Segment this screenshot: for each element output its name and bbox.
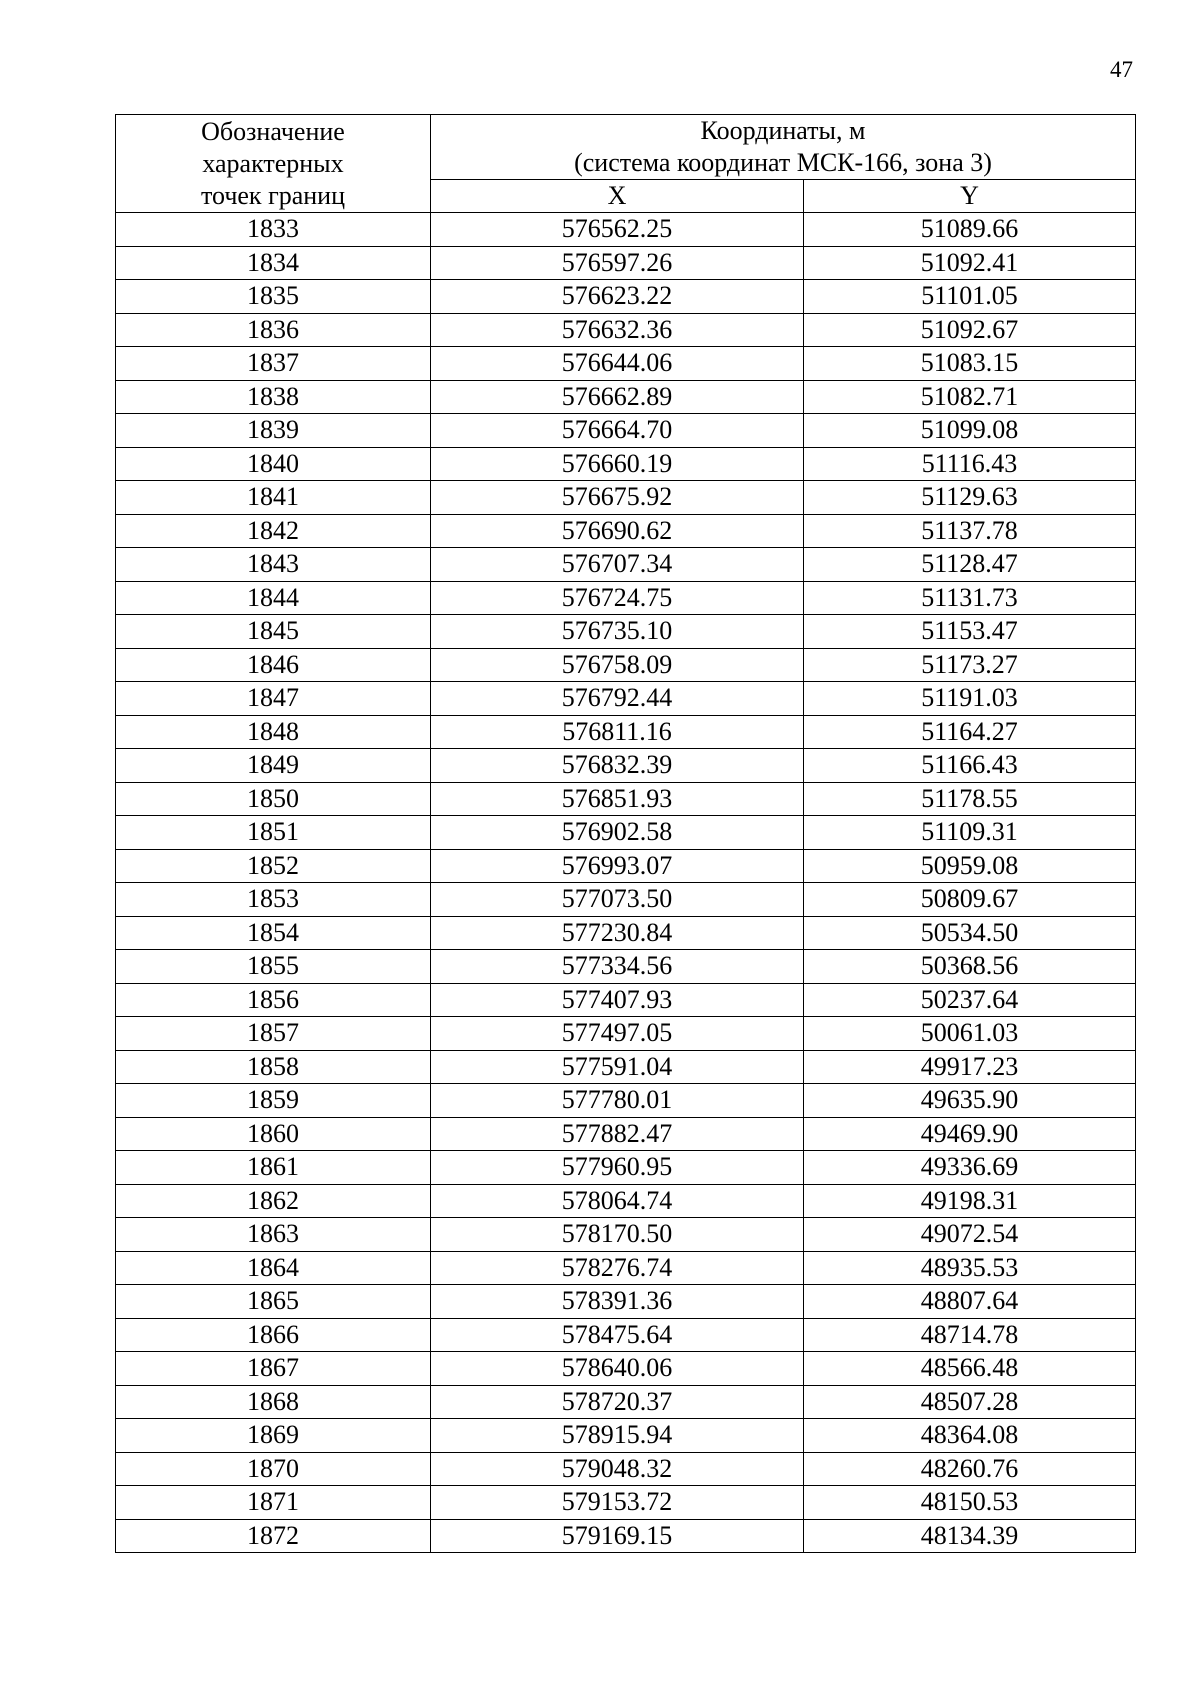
point-cell: 1844 [116, 581, 431, 615]
point-designation-header [116, 115, 431, 213]
x-coordinate-cell: 576662.89 [431, 380, 804, 414]
y-coordinate-cell: 48566.48 [804, 1352, 1136, 1386]
point-cell: 1847 [116, 682, 431, 716]
y-coordinate-cell: 51116.43 [804, 447, 1136, 481]
coordinates-header-line: Координаты, м [700, 116, 866, 145]
x-coordinate-cell: 578720.37 [431, 1385, 804, 1419]
y-coordinate-cell: 51109.31 [804, 816, 1136, 850]
y-coordinate-cell: 49198.31 [804, 1184, 1136, 1218]
page-number: 47 [1110, 57, 1133, 82]
point-cell: 1861 [116, 1151, 431, 1185]
table-row [116, 648, 1136, 682]
y-coordinate-cell: 50534.50 [804, 916, 1136, 950]
table-row [116, 246, 1136, 280]
table-row [116, 1285, 1136, 1319]
x-coordinate-cell: 576690.62 [431, 514, 804, 548]
x-coordinate-cell: 576562.25 [431, 213, 804, 247]
table-row [116, 1318, 1136, 1352]
x-coordinate-cell: 577780.01 [431, 1084, 804, 1118]
table-row [116, 447, 1136, 481]
x-coordinate-cell: 576758.09 [431, 648, 804, 682]
y-coordinate-cell: 51082.71 [804, 380, 1136, 414]
table-row [116, 1352, 1136, 1386]
y-coordinate-cell: 48260.76 [804, 1452, 1136, 1486]
x-coordinate-cell: 577073.50 [431, 883, 804, 917]
y-column-header: Y [804, 180, 1136, 213]
y-coordinate-cell: 51164.27 [804, 715, 1136, 749]
x-coordinate-cell: 577334.56 [431, 950, 804, 984]
table-header [116, 115, 1136, 213]
y-coordinate-cell: 51083.15 [804, 347, 1136, 381]
x-coordinate-cell: 579048.32 [431, 1452, 804, 1486]
point-cell: 1871 [116, 1486, 431, 1520]
point-cell: 1845 [116, 615, 431, 649]
y-coordinate-cell: 51101.05 [804, 280, 1136, 314]
x-coordinate-cell: 578640.06 [431, 1352, 804, 1386]
point-cell: 1841 [116, 481, 431, 515]
table-row [116, 1218, 1136, 1252]
point-cell: 1852 [116, 849, 431, 883]
y-coordinate-cell: 49469.90 [804, 1117, 1136, 1151]
x-coordinate-cell: 576811.16 [431, 715, 804, 749]
table-row [116, 1519, 1136, 1553]
point-cell: 1872 [116, 1519, 431, 1553]
point-cell: 1865 [116, 1285, 431, 1319]
x-coordinate-cell: 578475.64 [431, 1318, 804, 1352]
table-row [116, 682, 1136, 716]
y-coordinate-cell: 48507.28 [804, 1385, 1136, 1419]
table-row [116, 1419, 1136, 1453]
y-coordinate-cell: 51092.67 [804, 313, 1136, 347]
point-cell: 1857 [116, 1017, 431, 1051]
x-coordinate-cell: 576623.22 [431, 280, 804, 314]
table-row [116, 213, 1136, 247]
y-coordinate-cell: 49336.69 [804, 1151, 1136, 1185]
point-cell: 1838 [116, 380, 431, 414]
point-cell: 1848 [116, 715, 431, 749]
point-cell: 1836 [116, 313, 431, 347]
point-cell: 1835 [116, 280, 431, 314]
x-coordinate-cell: 577497.05 [431, 1017, 804, 1051]
y-coordinate-cell: 51089.66 [804, 213, 1136, 247]
point-cell: 1849 [116, 749, 431, 783]
y-coordinate-cell: 51153.47 [804, 615, 1136, 649]
point-cell: 1869 [116, 1419, 431, 1453]
x-coordinate-cell: 578276.74 [431, 1251, 804, 1285]
point-cell: 1851 [116, 816, 431, 850]
table-row [116, 1017, 1136, 1051]
designation-header-line: характерных [202, 148, 344, 178]
table-row [116, 1486, 1136, 1520]
table-row [116, 548, 1136, 582]
table-row [116, 1084, 1136, 1118]
table-row [116, 1184, 1136, 1218]
x-coordinate-cell: 576832.39 [431, 749, 804, 783]
table-row [116, 782, 1136, 816]
y-coordinate-cell: 50368.56 [804, 950, 1136, 984]
table-row [116, 280, 1136, 314]
point-cell: 1855 [116, 950, 431, 984]
coordinates-header-line: (система координат МСК-166, зона 3) [574, 148, 992, 177]
table-row [116, 715, 1136, 749]
y-coordinate-cell: 48935.53 [804, 1251, 1136, 1285]
y-coordinate-cell: 49917.23 [804, 1050, 1136, 1084]
point-cell: 1839 [116, 414, 431, 448]
y-coordinate-cell: 51131.73 [804, 581, 1136, 615]
designation-header-line: точек границ [200, 180, 346, 210]
y-coordinate-cell: 51099.08 [804, 414, 1136, 448]
table-row [116, 816, 1136, 850]
point-cell: 1834 [116, 246, 431, 280]
point-cell: 1842 [116, 514, 431, 548]
coordinates-table [115, 114, 1136, 1553]
table-row [116, 414, 1136, 448]
y-coordinate-cell: 48714.78 [804, 1318, 1136, 1352]
table-row [116, 514, 1136, 548]
y-coordinate-cell: 51128.47 [804, 548, 1136, 582]
point-cell: 1833 [116, 213, 431, 247]
point-cell: 1860 [116, 1117, 431, 1151]
y-coordinate-cell: 50237.64 [804, 983, 1136, 1017]
x-coordinate-cell: 578915.94 [431, 1419, 804, 1453]
x-column-header: X [431, 180, 804, 213]
table-row [116, 1452, 1136, 1486]
point-cell: 1840 [116, 447, 431, 481]
y-coordinate-cell: 51178.55 [804, 782, 1136, 816]
x-coordinate-cell: 576902.58 [431, 816, 804, 850]
table-row [116, 1050, 1136, 1084]
point-cell: 1853 [116, 883, 431, 917]
table-row [116, 916, 1136, 950]
point-cell: 1856 [116, 983, 431, 1017]
point-cell: 1866 [116, 1318, 431, 1352]
point-cell: 1850 [116, 782, 431, 816]
table-row [116, 313, 1136, 347]
x-coordinate-cell: 576993.07 [431, 849, 804, 883]
x-coordinate-cell: 576664.70 [431, 414, 804, 448]
x-coordinate-cell: 576660.19 [431, 447, 804, 481]
x-coordinate-cell: 577960.95 [431, 1151, 804, 1185]
table-row [116, 380, 1136, 414]
table-row [116, 883, 1136, 917]
x-coordinate-cell: 578064.74 [431, 1184, 804, 1218]
x-coordinate-cell: 576707.34 [431, 548, 804, 582]
point-cell: 1837 [116, 347, 431, 381]
y-coordinate-cell: 50061.03 [804, 1017, 1136, 1051]
point-cell: 1863 [116, 1218, 431, 1252]
y-coordinate-cell: 48134.39 [804, 1519, 1136, 1553]
point-cell: 1843 [116, 548, 431, 582]
x-coordinate-cell: 579153.72 [431, 1486, 804, 1520]
point-cell: 1868 [116, 1385, 431, 1419]
table-row [116, 615, 1136, 649]
x-coordinate-cell: 577230.84 [431, 916, 804, 950]
x-coordinate-cell: 576792.44 [431, 682, 804, 716]
x-coordinate-cell: 576644.06 [431, 347, 804, 381]
table-row [116, 950, 1136, 984]
table-row [116, 1151, 1136, 1185]
y-coordinate-cell: 50959.08 [804, 849, 1136, 883]
point-cell: 1867 [116, 1352, 431, 1386]
table-row [116, 749, 1136, 783]
y-coordinate-cell: 49072.54 [804, 1218, 1136, 1252]
y-coordinate-cell: 51129.63 [804, 481, 1136, 515]
y-coordinate-cell: 51166.43 [804, 749, 1136, 783]
x-coordinate-cell: 576632.36 [431, 313, 804, 347]
point-cell: 1864 [116, 1251, 431, 1285]
y-coordinate-cell: 48807.64 [804, 1285, 1136, 1319]
point-cell: 1859 [116, 1084, 431, 1118]
table-row [116, 481, 1136, 515]
point-cell: 1846 [116, 648, 431, 682]
y-coordinate-cell: 49635.90 [804, 1084, 1136, 1118]
x-coordinate-cell: 576724.75 [431, 581, 804, 615]
x-coordinate-cell: 577591.04 [431, 1050, 804, 1084]
y-coordinate-cell: 48150.53 [804, 1486, 1136, 1520]
table-row [116, 1117, 1136, 1151]
point-cell: 1854 [116, 916, 431, 950]
x-coordinate-cell: 576675.92 [431, 481, 804, 515]
y-coordinate-cell: 51137.78 [804, 514, 1136, 548]
point-cell: 1870 [116, 1452, 431, 1486]
coordinates-header [431, 115, 1136, 180]
x-coordinate-cell: 576735.10 [431, 615, 804, 649]
x-coordinate-cell: 577407.93 [431, 983, 804, 1017]
table-row [116, 849, 1136, 883]
table-row [116, 983, 1136, 1017]
point-cell: 1862 [116, 1184, 431, 1218]
table-row [116, 1251, 1136, 1285]
table-body [116, 213, 1136, 1553]
point-cell: 1858 [116, 1050, 431, 1084]
x-coordinate-cell: 578170.50 [431, 1218, 804, 1252]
x-coordinate-cell: 576597.26 [431, 246, 804, 280]
y-coordinate-cell: 51191.03 [804, 682, 1136, 716]
designation-header-line: Обозначение [201, 116, 345, 146]
table-row [116, 581, 1136, 615]
x-coordinate-cell: 577882.47 [431, 1117, 804, 1151]
x-coordinate-cell: 576851.93 [431, 782, 804, 816]
x-coordinate-cell: 579169.15 [431, 1519, 804, 1553]
y-coordinate-cell: 48364.08 [804, 1419, 1136, 1453]
y-coordinate-cell: 51092.41 [804, 246, 1136, 280]
x-coordinate-cell: 578391.36 [431, 1285, 804, 1319]
y-coordinate-cell: 50809.67 [804, 883, 1136, 917]
y-coordinate-cell: 51173.27 [804, 648, 1136, 682]
table-row [116, 1385, 1136, 1419]
table-row [116, 347, 1136, 381]
